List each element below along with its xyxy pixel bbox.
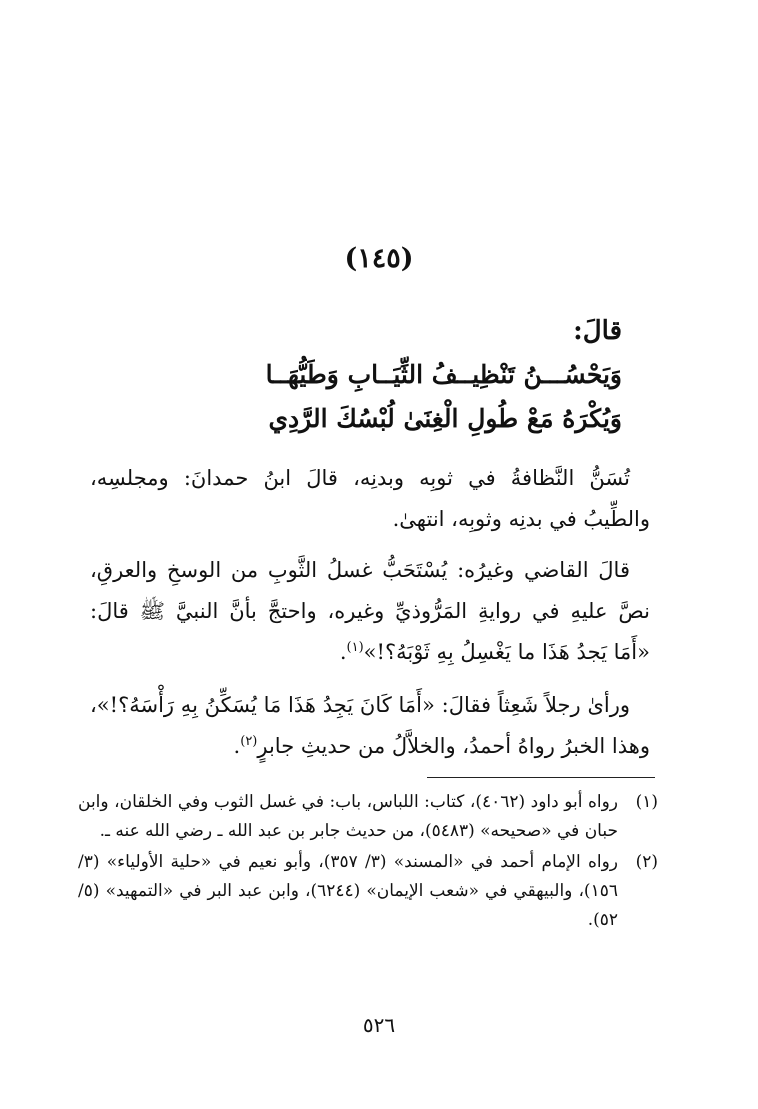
commentary-paragraph [90, 685, 650, 767]
footnote-number: (٢) [635, 852, 658, 872]
footnote-text: رواه الإمام أحمد في «المسند» (٣/ ٣٥٧)، وأبو نعيم في «حلية الأولياء» (٣/ ١٥٦)، والبيهقي في «شعب الإيمان» (٦٢٤٤)، وابن عبد البر في «التمهيد» (٥/ ٥٢). [78, 852, 618, 930]
paragraph-text: قالَ القاضي وغيرُه: يُسْتَحَبُّ غسلُ الثَّوبِ من الوسخِ والعرقِ، نصَّ عليهِ في روايةِ المَرُّوذيِّ وغيره، واحتجَّ بأنَّ النبيَّ ﷺ قالَ: «أَمَا يَجدُ هَذَا ما يَغْسِلُ بِهِ ثَوْبَهُ؟!» [90, 558, 650, 664]
footnote-reference[interactable]: (١) [346, 640, 364, 655]
footnote [78, 788, 658, 846]
verse-line-1: وَيَحْسُـــنُ تَنْظِيــفُ الثِّيَــابِ وَطَيُّهَــا [265, 360, 622, 389]
page-number: ٥٢٦ [362, 1013, 396, 1037]
footnote-number: (١) [635, 792, 658, 812]
paragraph-tail: . [233, 734, 241, 758]
paragraph-tail: . [339, 640, 347, 664]
footnote-divider [427, 777, 655, 778]
footnote [78, 848, 658, 935]
paragraph-text: ورأىٰ رجلاً شَعِثاً فقالَ: «أَمَا كَانَ يَجِدُ هَذَا مَا يُسَكِّنُ بِهِ رَأْسَهُ؟!»، وهذا الخبرُ رواهُ أحمدُ، والخلاَّلُ من حديثِ جابرٍ [90, 693, 650, 758]
verse-line-2: وَيُكْرَهُ مَعْ طُولِ الْغِنَىٰ لُبْسُكَ الرَّدِي [268, 404, 622, 433]
paragraph-text: تُسَنُّ النَّظافةُ في ثوبِه وبدنِه، قالَ ابنُ حمدانَ: ومجلسِه، والطِّيبُ في بدنِه وثوبِه، انتهىٰ. [90, 466, 650, 531]
footnote-text: رواه أبو داود (٤٠٦٢)، كتاب: اللباس، باب: في غسل الثوب وفي الخلقان، وابن حبان في «صحيحه» (٥٤٨٣)، من حديث جابر بن عبد الله ـ رضي الله عنه ـ. [78, 792, 618, 841]
footnote-reference[interactable]: (٢) [240, 734, 258, 749]
commentary-paragraph [90, 550, 650, 673]
intro-word: قالَ: [573, 316, 622, 346]
commentary-paragraph [90, 458, 650, 540]
footnotes [78, 788, 658, 937]
section-number: (١٤٥) [344, 243, 414, 274]
